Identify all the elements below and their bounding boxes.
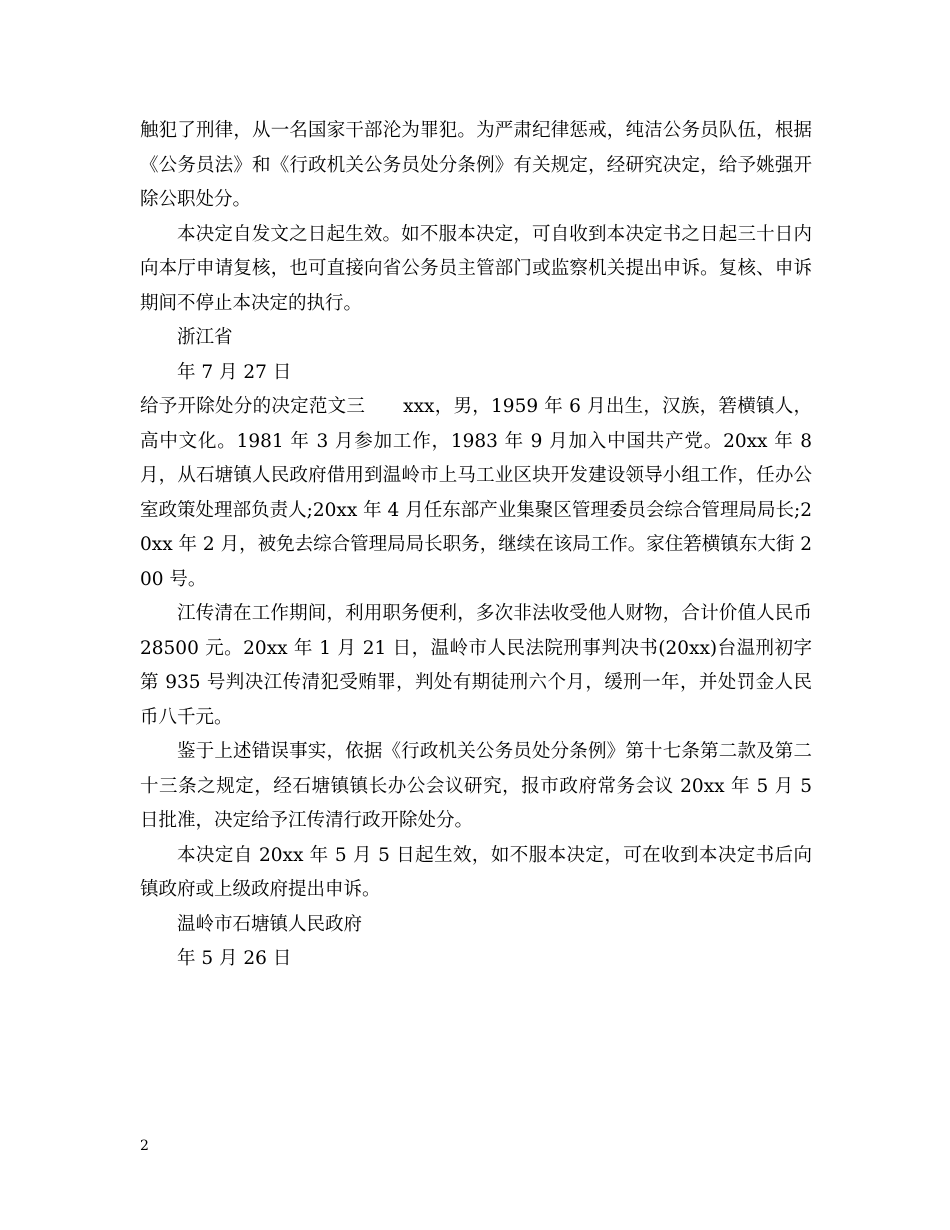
section-heading: 给予开除处分的决定范文三: [140, 396, 366, 417]
signature-org: 浙江省: [177, 327, 233, 348]
paragraph-decision: 鉴于上述错误事实，依据《行政机关公务员处分条例》第十七条第二款及第二十三条之规定，经石塘镇镇长办公会议研究，报市政府常务会议 20xx 年 5 月 5 日批准，决定给予江传清行政开除处分。: [140, 741, 812, 831]
signature-date: 年 7 月 27 日: [177, 361, 292, 383]
paragraph-continuation: 触犯了刑律，从一名国家干部沦为罪犯。为严肃纪律惩戒，纯洁公务员队伍，根据《公务员法》和《行政机关公务员处分条例》有关规定，经研究决定，给予姚强开除公职处分。: [140, 120, 812, 210]
signature-org-2: 温岭市石塘镇人民政府: [177, 913, 363, 935]
paragraph-facts: 江传清在工作期间，利用职务便利，多次非法收受他人财物，合计价值人民币 28500 元。20xx 年 1 月 21 日，温岭市人民法院刑事判决书(20xx)台温刑初字第 935 号判决江传清犯受贿罪，判处有期徒刑六个月，缓刑一年，并处罚金人民币八千元。: [140, 603, 812, 728]
section-three-paragraph: [140, 390, 812, 597]
paragraph-effective-notice: 本决定自发文之日起生效。如不服本决定，可自收到本决定书之日起三十日内向本厅申请复核，也可直接向省公务员主管部门或监察机关提出申诉。复核、申诉期间不停止本决定的执行。: [140, 223, 812, 314]
document-body: [140, 114, 812, 977]
signature-date-2: 年 5 月 26 日: [177, 948, 292, 969]
page-number: 2: [140, 1138, 149, 1154]
section-first-paragraph: xxx，男，1959 年 6 月出生，汉族，箬横镇人，高中文化。1981 年 3 月参加工作，1983 年 9 月加入中国共产党。20xx 年 8 月，从石塘镇人民政府借用到温岭市上马工业区块开发建设领导小组工作，任办公室政策处理部负责人;20xx 年 4 月任东部产业集聚区管理委员会综合管理局局长;20xx 年 2 月，被免去综合管理局局长职务，继续在该局工作。家住箬横镇东大街 200 号。: [140, 396, 812, 590]
paragraph-appeal: 本决定自 20xx 年 5 月 5 日起生效，如不服本决定，可在收到本决定书后向镇政府或上级政府提出申诉。: [140, 844, 812, 900]
